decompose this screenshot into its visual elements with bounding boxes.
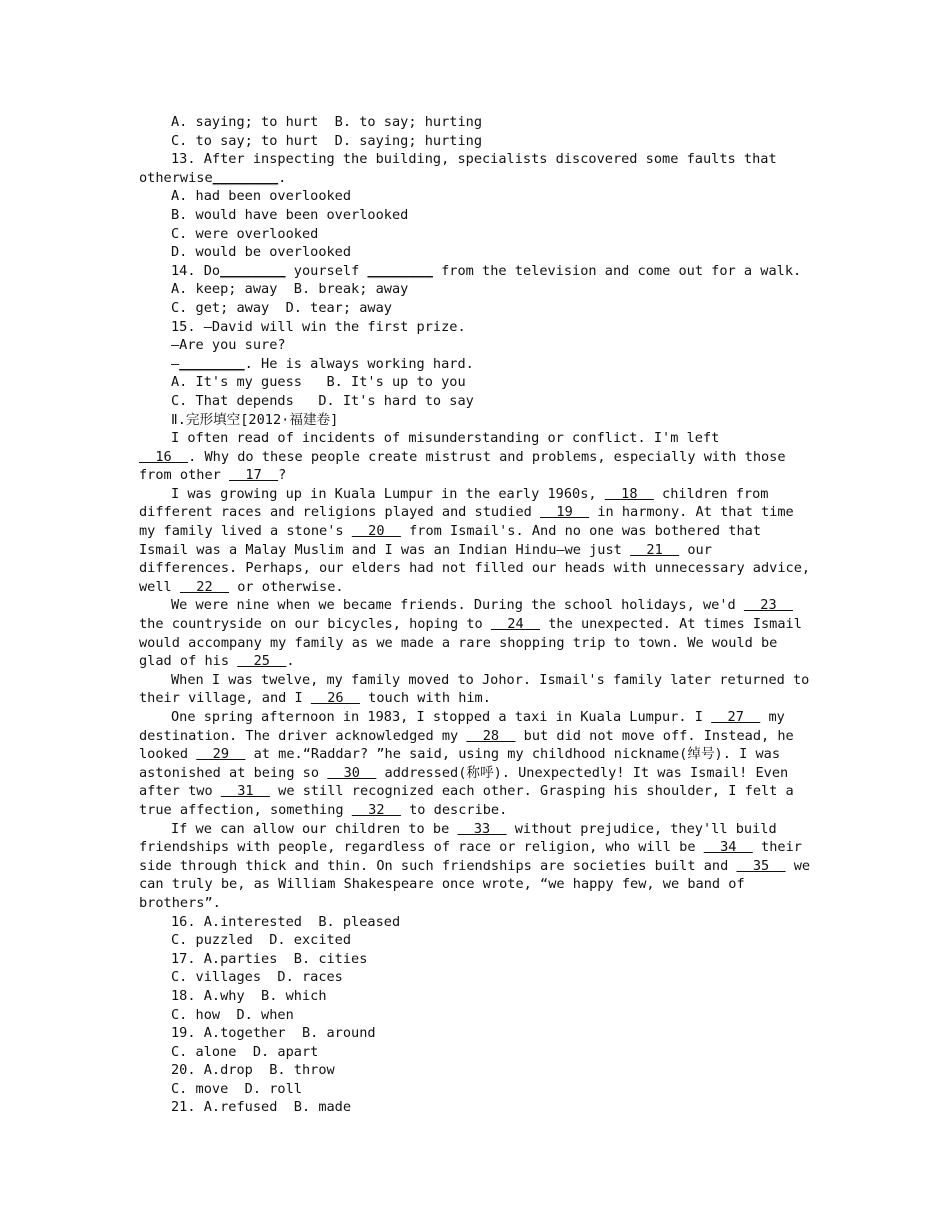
text-run: We were nine when we became friends. During the school holidays, we'd xyxy=(171,597,744,614)
text-run: . xyxy=(286,653,295,670)
text-line xyxy=(139,931,819,950)
text-line xyxy=(139,671,819,690)
text-run: Ⅱ.完形填空[2012·福建卷] xyxy=(171,411,339,428)
blank-underline: 19 xyxy=(540,504,590,521)
text-run: the unexpected. At times Ismail xyxy=(540,616,802,633)
text-line xyxy=(139,243,819,262)
text-run: would accompany my family as we made a rare shopping trip to town. We would be xyxy=(139,634,778,651)
text-line xyxy=(139,782,819,801)
text-run: . Why do these people create mistrust and problems, especially with those xyxy=(188,448,786,465)
blank-underline: 28 xyxy=(466,727,516,744)
text-run: brothers”. xyxy=(139,894,221,911)
text-run: different races and religions played and studied xyxy=(139,504,541,521)
blank-underline: 22 xyxy=(179,578,230,595)
text-run: 20. A.drop B. throw xyxy=(171,1062,335,1079)
text-run: C. get; away D. tear; away xyxy=(171,299,392,316)
text-run: friendships with people, regardless of race or religion, who will be xyxy=(139,839,704,856)
text-run: C. villages D. races xyxy=(171,969,343,986)
text-run: C. were overlooked xyxy=(171,225,319,242)
text-line xyxy=(139,1098,819,1117)
text-line xyxy=(139,615,819,634)
text-run: looked xyxy=(139,746,197,763)
blank-underline: 25 xyxy=(237,653,287,670)
text-line xyxy=(139,541,819,560)
text-run: yourself xyxy=(285,262,368,279)
text-run: astonished at being so xyxy=(139,764,328,781)
text-run: 14. Do xyxy=(171,262,221,279)
text-run: at me.“Raddar? ”he said, using my childhood nickname(绰号). I was xyxy=(245,746,781,763)
text-line xyxy=(139,1043,819,1062)
text-run: true affection, something xyxy=(139,801,352,818)
text-run: from Ismail's. And no one was bothered that xyxy=(400,523,762,540)
text-run: C. move D. roll xyxy=(171,1080,302,1097)
text-run: children from xyxy=(653,485,769,502)
text-line xyxy=(139,466,819,485)
text-line xyxy=(139,318,819,337)
text-line xyxy=(139,689,819,708)
text-run: side through thick and thin. On such friendships are societies built and xyxy=(139,857,737,874)
blank-underline: ________ xyxy=(220,262,286,279)
blank-underline: 31 xyxy=(220,783,270,800)
text-line xyxy=(139,708,819,727)
blank-underline: 35 xyxy=(736,857,786,874)
text-run: A. keep; away B. break; away xyxy=(171,281,409,298)
blank-underline: 34 xyxy=(703,839,753,856)
text-line xyxy=(139,169,819,188)
blank-underline: ________ xyxy=(179,355,245,372)
text-run: 16. A.interested B. pleased xyxy=(171,913,401,930)
text-run: A. It's my guess B. It's up to you xyxy=(171,374,466,391)
blank-underline: 20 xyxy=(351,523,401,540)
text-run: D. would be overlooked xyxy=(171,244,352,261)
text-line xyxy=(139,727,819,746)
text-run: addressed(称呼). Unexpectedly! It was Ismail! Even xyxy=(376,764,789,781)
text-line xyxy=(139,596,819,615)
text-run: differences. Perhaps, our elders had not filled our heads with unnecessary advice, xyxy=(139,560,811,577)
text-run: When I was twelve, my family moved to Johor. Ismail's family later returned to xyxy=(171,671,810,688)
text-line xyxy=(139,132,819,151)
text-line xyxy=(139,503,819,522)
text-line xyxy=(139,262,819,281)
text-run: C. to say; to hurt D. saying; hurting xyxy=(171,132,482,149)
text-run: B. would have been overlooked xyxy=(171,206,409,223)
blank-underline: 16 xyxy=(139,448,189,465)
text-line xyxy=(139,950,819,969)
blank-underline: 29 xyxy=(196,746,246,763)
text-run: Ismail was a Malay Muslim and I was an Indian Hindu—we just xyxy=(139,541,631,558)
text-line xyxy=(139,875,819,894)
text-line xyxy=(139,280,819,299)
text-line xyxy=(139,355,819,374)
text-run: from the television and come out for a walk. xyxy=(432,262,802,279)
text-run: — xyxy=(171,355,180,372)
text-line xyxy=(139,522,819,541)
blank-underline: 23 xyxy=(743,597,793,614)
text-line xyxy=(139,485,819,504)
text-line xyxy=(139,299,819,318)
text-line xyxy=(139,1061,819,1080)
text-run: my family lived a stone's xyxy=(139,523,352,540)
blank-underline: ________ xyxy=(212,169,279,186)
text-run: glad of his xyxy=(139,653,238,670)
blank-underline: ________ xyxy=(367,262,433,279)
text-run: A. saying; to hurt B. to say; hurting xyxy=(171,114,482,130)
text-line xyxy=(139,913,819,932)
text-line xyxy=(139,764,819,783)
text-run: to describe. xyxy=(400,801,508,818)
text-run: well xyxy=(139,578,180,595)
text-line xyxy=(139,745,819,764)
text-run: or otherwise. xyxy=(229,578,344,595)
text-line xyxy=(139,411,819,430)
text-line xyxy=(139,113,819,132)
text-line xyxy=(139,392,819,411)
text-line xyxy=(139,225,819,244)
document-body xyxy=(139,113,819,1117)
text-run: C. That depends D. It's hard to say xyxy=(171,392,474,409)
text-run: 13. After inspecting the building, specialists discovered some faults that xyxy=(171,151,777,168)
text-run: their village, and I xyxy=(139,690,311,707)
text-line xyxy=(139,1006,819,1025)
blank-underline: 32 xyxy=(351,801,401,818)
text-run: 18. A.why B. which xyxy=(171,987,327,1004)
blank-underline: 17 xyxy=(229,467,279,484)
text-run: C. alone D. apart xyxy=(171,1043,319,1060)
text-line xyxy=(139,336,819,355)
text-run: in harmony. At that time xyxy=(589,504,794,521)
blank-underline: 30 xyxy=(327,764,377,781)
text-run: 17. A.parties B. cities xyxy=(171,950,368,967)
text-run: ? xyxy=(278,467,287,484)
text-run: their xyxy=(752,839,802,856)
text-line xyxy=(139,820,819,839)
blank-underline: 24 xyxy=(490,616,541,633)
text-run: without prejudice, they'll build xyxy=(506,820,777,837)
blank-underline: 26 xyxy=(310,690,360,707)
text-line xyxy=(139,968,819,987)
blank-underline: 33 xyxy=(457,820,507,837)
blank-underline: 27 xyxy=(711,709,761,725)
text-run: 19. A.together B. around xyxy=(171,1025,376,1042)
text-run: after two xyxy=(139,783,221,800)
text-run: 21. A.refused B. made xyxy=(171,1099,352,1116)
text-line xyxy=(139,634,819,653)
text-line xyxy=(139,429,819,448)
text-run: If we can allow our children to be xyxy=(171,820,458,837)
text-run: from other xyxy=(139,467,230,484)
text-run: but did not move off. Instead, he xyxy=(515,727,794,744)
text-run: destination. The driver acknowledged my xyxy=(139,727,467,744)
text-line xyxy=(139,1080,819,1099)
text-line xyxy=(139,1024,819,1043)
text-line xyxy=(139,150,819,169)
text-run: 15. —David will win the first prize. xyxy=(171,318,466,335)
text-run: our xyxy=(679,541,712,558)
text-run: One spring afternoon in 1983, I stopped a taxi in Kuala Lumpur. I xyxy=(171,709,712,725)
text-line xyxy=(139,987,819,1006)
text-line xyxy=(139,448,819,467)
text-run: my xyxy=(760,709,785,725)
text-line xyxy=(139,652,819,671)
text-run: C. puzzled D. excited xyxy=(171,932,352,949)
text-run: the countryside on our bicycles, hoping to xyxy=(139,616,491,633)
text-line xyxy=(139,857,819,876)
text-line xyxy=(139,206,819,225)
text-line xyxy=(139,578,819,597)
blank-underline: 21 xyxy=(630,541,680,558)
text-run: . He is always working hard. xyxy=(244,355,474,372)
text-line xyxy=(139,187,819,206)
text-run: can truly be, as William Shakespeare once wrote, “we happy few, we band of xyxy=(139,876,745,893)
text-run: I often read of incidents of misunderstanding or conflict. I'm left xyxy=(171,430,720,447)
blank-underline: 18 xyxy=(604,485,654,502)
text-run: we xyxy=(785,857,811,874)
text-line xyxy=(139,894,819,913)
text-run: otherwise xyxy=(139,169,213,186)
text-run: I was growing up in Kuala Lumpur in the early 1960s, xyxy=(171,485,605,502)
text-line xyxy=(139,801,819,820)
text-line xyxy=(139,838,819,857)
text-run: . xyxy=(278,169,287,186)
text-run: we still recognized each other. Grasping his shoulder, I felt a xyxy=(269,783,794,800)
text-run: —Are you sure? xyxy=(171,337,286,354)
text-run: A. had been overlooked xyxy=(171,188,352,205)
text-line xyxy=(139,559,819,578)
text-line xyxy=(139,373,819,392)
text-run: C. how D. when xyxy=(171,1006,294,1023)
text-run: touch with him. xyxy=(359,690,491,707)
